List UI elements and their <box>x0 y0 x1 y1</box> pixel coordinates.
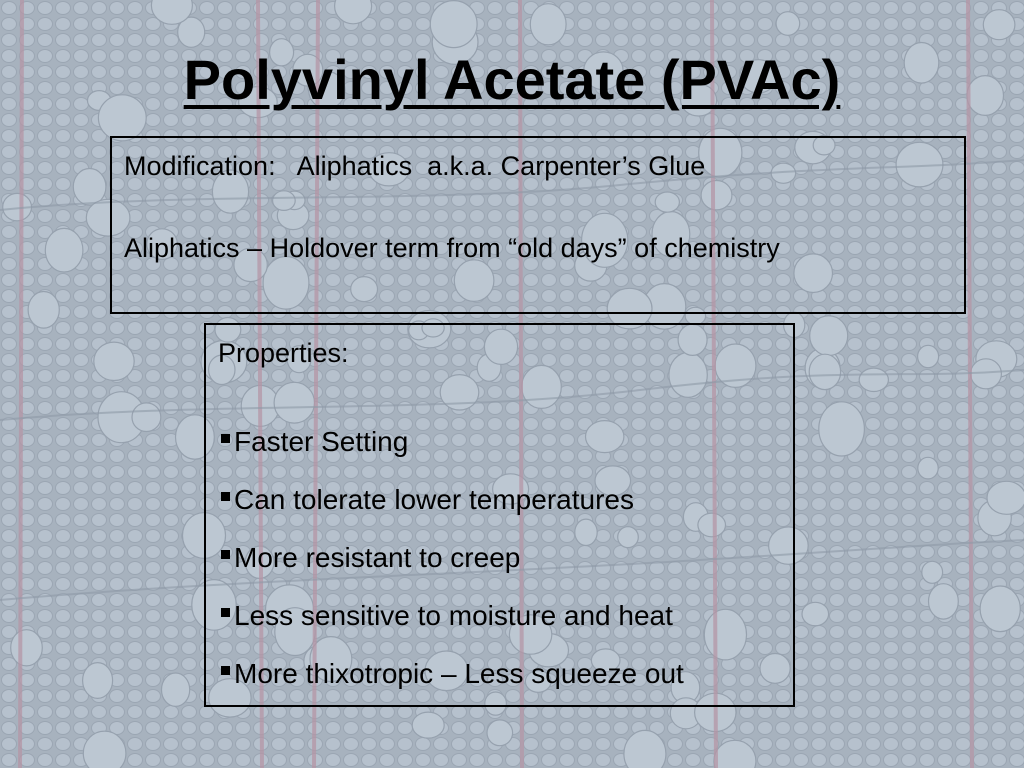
vessel-cell-decoration <box>83 731 126 768</box>
vessel-cell-decoration <box>929 584 959 619</box>
vessel-cell-decoration <box>922 561 943 583</box>
property-item-text: Less sensitive to moisture and heat <box>234 600 673 631</box>
property-item <box>218 471 793 529</box>
modification-box <box>110 136 966 314</box>
property-item <box>218 413 793 471</box>
square-bullet-icon <box>221 492 230 501</box>
vessel-cell-decoration <box>802 602 829 625</box>
vessel-cell-decoration <box>983 10 1015 40</box>
vessel-cell-decoration <box>987 481 1024 514</box>
vessel-cell-decoration <box>94 342 134 380</box>
property-item-text: Can tolerate lower temperatures <box>234 484 634 515</box>
property-item-text: More resistant to creep <box>234 542 521 573</box>
square-bullet-icon <box>221 550 230 559</box>
vessel-cell-decoration <box>859 368 888 391</box>
vessel-cell-decoration <box>530 4 566 45</box>
vessel-cell-decoration <box>11 630 43 666</box>
vessel-cell-decoration <box>809 354 840 389</box>
properties-box <box>204 323 795 707</box>
vessel-cell-decoration <box>430 1 477 48</box>
property-item <box>218 529 793 587</box>
vessel-cell-decoration <box>412 712 444 738</box>
square-bullet-icon <box>221 608 230 617</box>
vessel-cell-decoration <box>980 586 1020 632</box>
vessel-cell-decoration <box>971 359 1002 389</box>
property-item <box>218 587 793 645</box>
vessel-cell-decoration <box>28 292 59 329</box>
vessel-cell-decoration <box>918 457 938 479</box>
aliphatics-definition-line: Aliphatics – Holdover term from “old days” of chemistry <box>124 233 780 263</box>
vessel-cell-decoration <box>73 169 106 206</box>
vessel-cell-decoration <box>162 673 190 706</box>
property-item-text: Faster Setting <box>234 426 409 457</box>
vessel-cell-decoration <box>810 316 848 356</box>
properties-heading: Properties: <box>218 338 349 368</box>
property-item <box>218 645 793 703</box>
property-item-text: More thixotropic – Less squeeze out <box>234 658 684 689</box>
vessel-cell-decoration <box>132 403 161 432</box>
square-bullet-icon <box>221 666 230 675</box>
vessel-cell-decoration <box>487 720 513 746</box>
vessel-cell-decoration <box>776 12 800 36</box>
square-bullet-icon <box>221 434 230 443</box>
vessel-cell-decoration <box>83 663 113 699</box>
slide-title: Polyvinyl Acetate (PVAc) <box>183 48 841 111</box>
modification-line: Modification: Aliphatics a.k.a. Carpenter’s Glue <box>124 151 706 181</box>
vessel-cell-decoration <box>819 402 865 456</box>
vessel-cell-decoration <box>918 345 939 367</box>
vessel-cell-decoration <box>45 228 83 272</box>
